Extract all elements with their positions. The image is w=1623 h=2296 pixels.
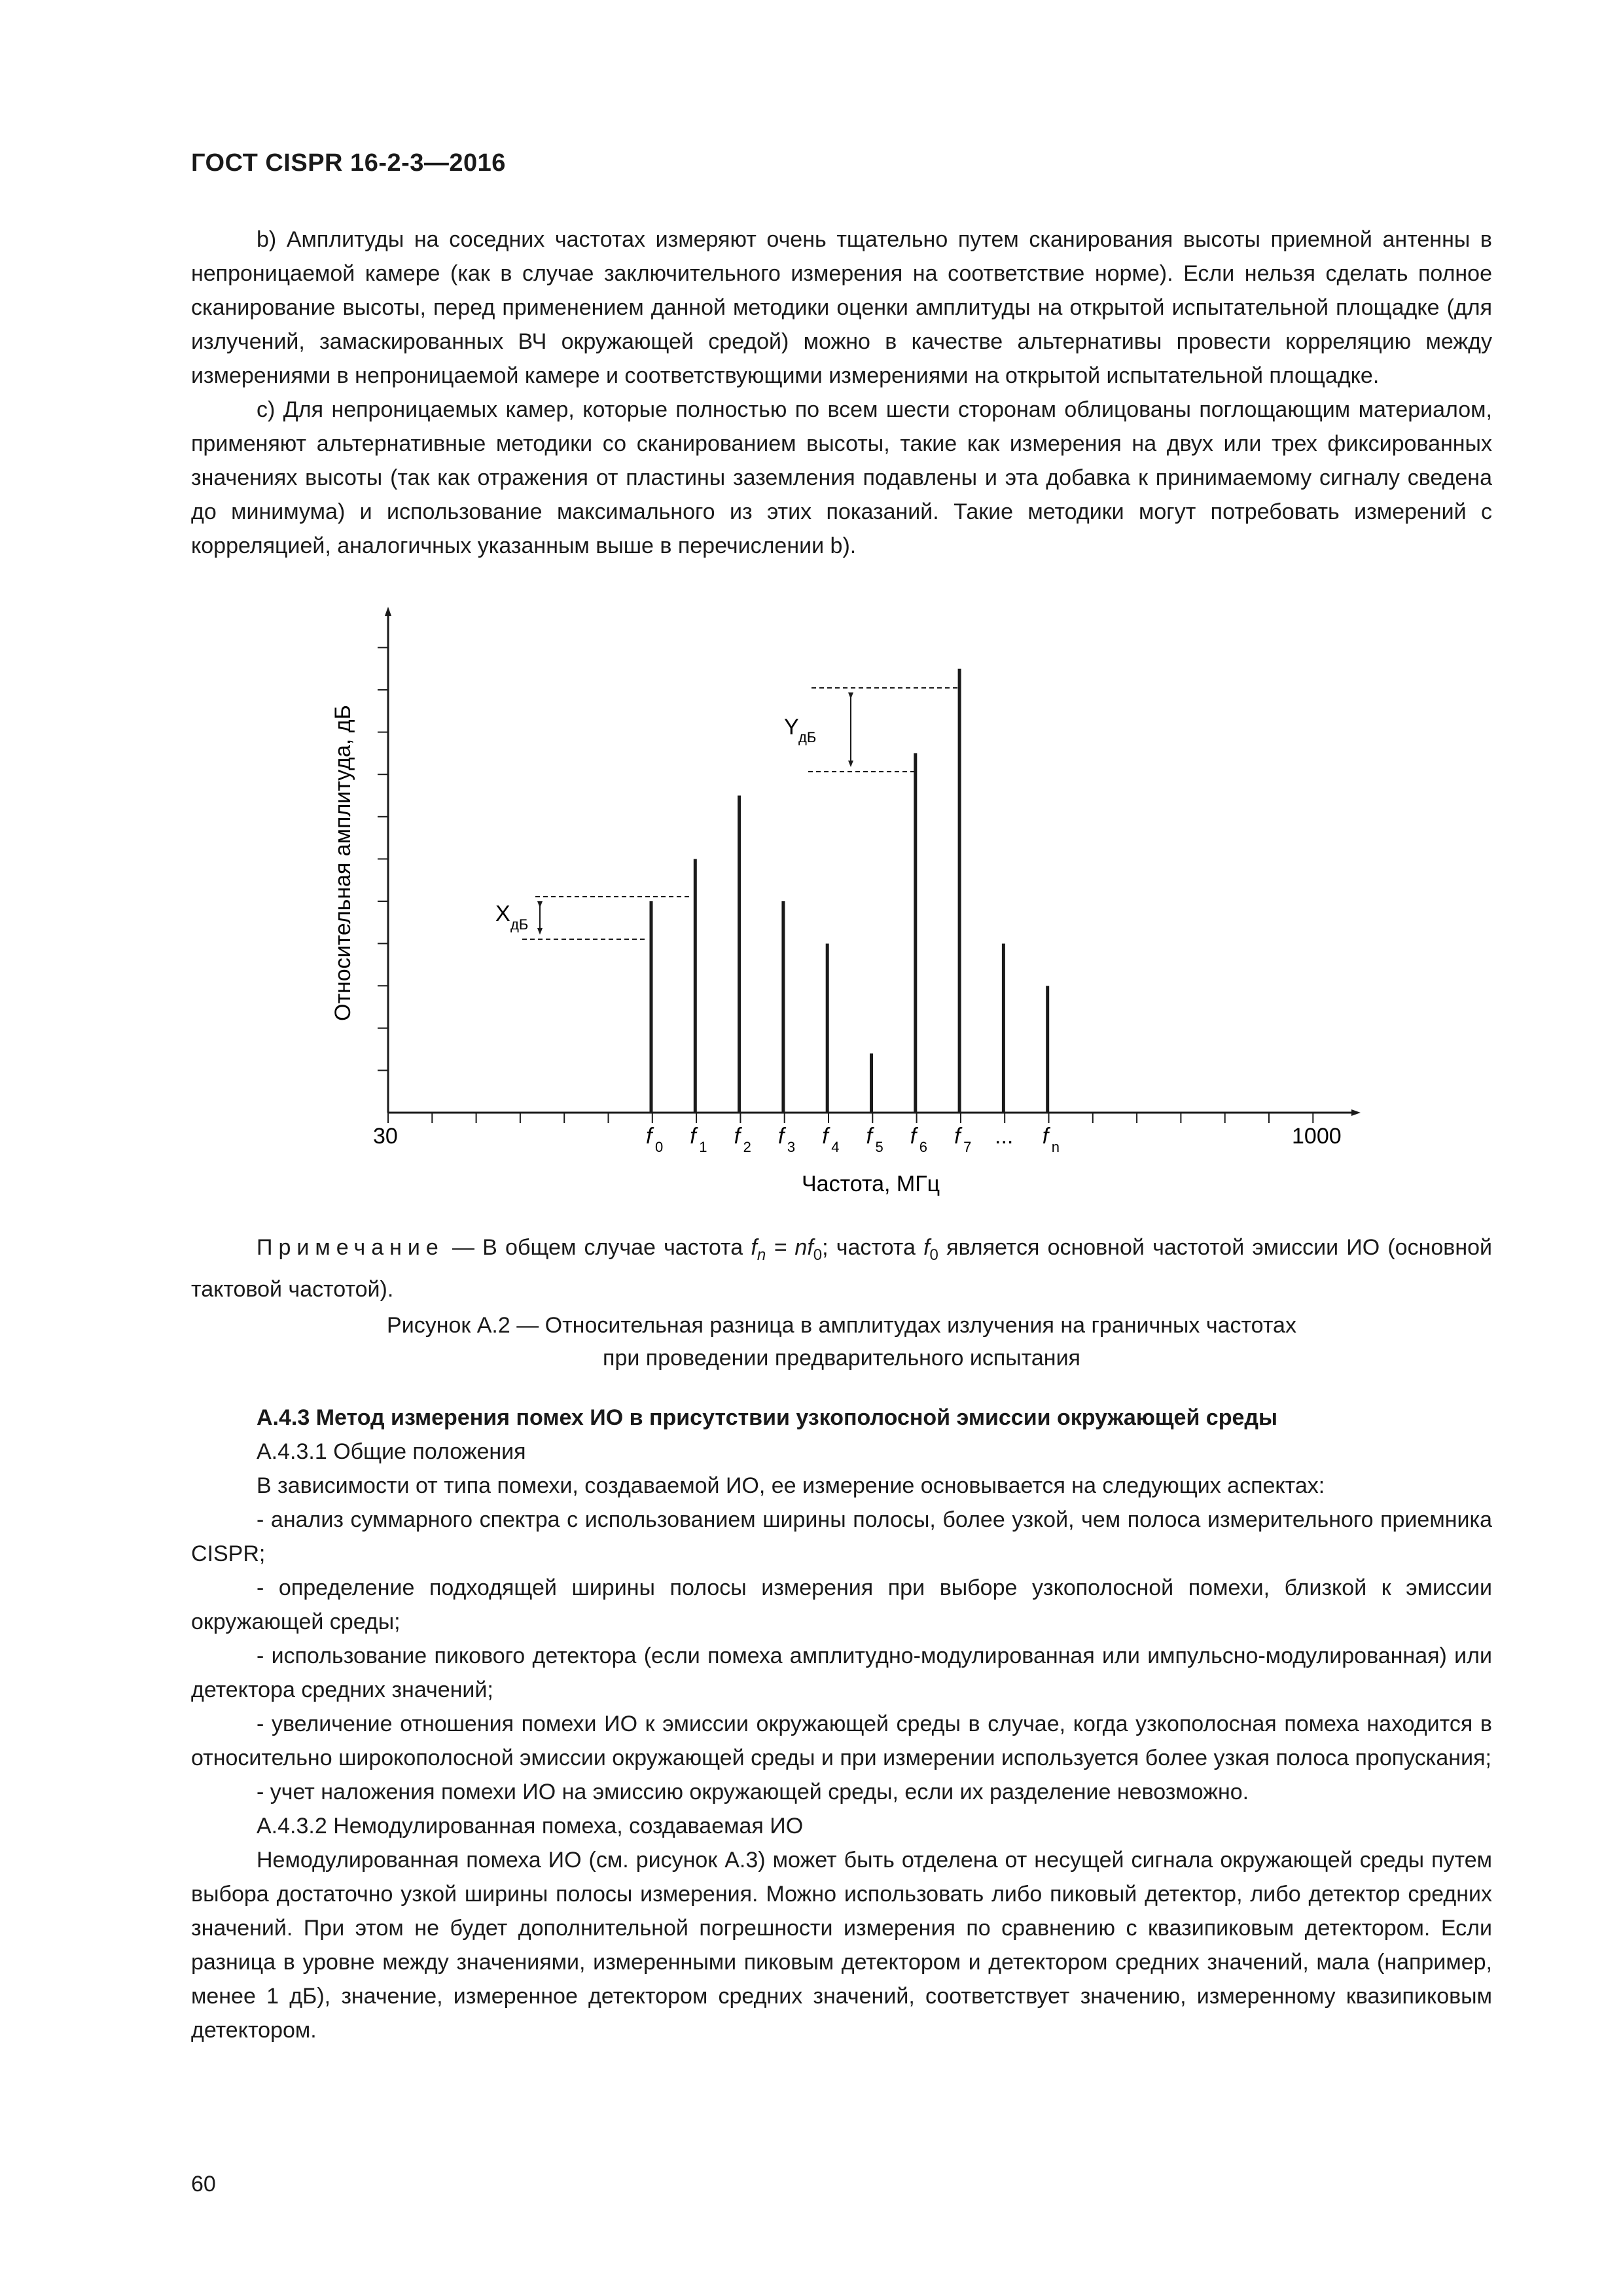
note-formula-rhs-sub: 0	[813, 1246, 823, 1264]
ellipsis-label: ...	[995, 1124, 1014, 1149]
caption-line-2: при проведении предварительного испытания	[603, 1346, 1080, 1371]
frequency-label: f	[822, 1124, 829, 1149]
note-formula-rhs: = nf	[766, 1235, 813, 1260]
frequency-label: f	[646, 1124, 652, 1149]
frequency-label-subscript: 5	[875, 1139, 883, 1155]
frequency-label-subscript: n	[1051, 1139, 1060, 1155]
bullet-item: - увеличение отношения помехи ИО к эмиссии окружающей среды в случае, когда узкополосная помеха находится в относительно широкополосной эмиссии окружающей среды и при измерении используется более узкая полоса пропускания;	[191, 1712, 1492, 1770]
note-text-middle: ; частота	[822, 1235, 924, 1260]
frequency-label: f	[690, 1124, 696, 1149]
frequency-label-subscript: 6	[919, 1139, 928, 1155]
note-text-after: является основной частотой эмиссии ИО (основной тактовой частотой).	[191, 1235, 1493, 1302]
frequency-label-subscript: 3	[787, 1139, 796, 1155]
section-heading: А.4.3 Метод измерения помех ИО в присутствии узкополосной эмиссии окружающей среды	[257, 1405, 1277, 1430]
spectrum-diagram	[314, 602, 1387, 1230]
bullet-item: - учет наложения помехи ИО на эмиссию окружающей среды, если их разделение невозможно.	[257, 1780, 1249, 1804]
note-formula-lhs: f	[751, 1235, 757, 1260]
intro-text	[191, 223, 1492, 563]
paragraph-c: c) Для непроницаемых камер, которые полностью по всем шести сторонам облицованы поглощающим материалом, применяют альтернативные методики со сканированием высоты, такие как измерения на двух или трех фиксированных значениях высоты (так как отражения от пластины заземления подавлены и эта добавка к принимаемому сигналу сведена до минимума) и использование максимального из этих показаний. Такие методики могут потребовать измерений с корреляцией, аналогичных указанным выше в перечислении b).	[191, 397, 1492, 558]
subsection-2-title: А.4.3.2 Немодулированная помеха, создаваемая ИО	[257, 1814, 804, 1839]
bullet-item: - анализ суммарного спектра с использованием ширины полосы, более узкой, чем полоса измерительного приемника CISPR;	[191, 1507, 1492, 1566]
frequency-label: f	[734, 1124, 741, 1149]
frequency-label-subscript: 1	[699, 1139, 707, 1155]
y-db-subscript: дБ	[798, 729, 817, 745]
note-label: Примечание	[257, 1235, 444, 1260]
x-axis-ticks	[388, 1113, 1313, 1123]
bullet-item: - использование пикового детектора (если помеха амплитудно-модулированная или импульсно-модулированная) или детектора средних значений;	[191, 1643, 1492, 1702]
x-end-label: 1000	[1292, 1124, 1342, 1149]
bullet-item: - определение подходящей ширины полосы измерения при выборе узкополосной помехи, близкой к эмиссии окружающей среды;	[191, 1575, 1492, 1634]
note-formula-lhs-sub: n	[757, 1246, 766, 1264]
frequency-label-subscript: 0	[655, 1139, 664, 1155]
caption-line-1: Рисунок А.2 — Относительная разница в амплитудах излучения на граничных частотах	[387, 1313, 1296, 1338]
x-db-letter: X	[495, 901, 510, 926]
document-header: ГОСТ CISPR 16-2-3—2016	[191, 149, 506, 177]
x-db-annotation	[495, 897, 692, 939]
y-axis-label: Относительная амплитуда, дБ	[330, 705, 355, 1021]
figure-note	[191, 1230, 1492, 1306]
page-number: 60	[191, 2172, 216, 2197]
frequency-label: f	[1042, 1124, 1049, 1149]
figure-a2	[314, 602, 1387, 1230]
note-f0-sub: 0	[929, 1246, 938, 1264]
section-a43	[191, 1401, 1492, 2047]
x-axis-label: Частота, МГц	[802, 1172, 940, 1196]
frequency-label-subscript: 4	[831, 1139, 840, 1155]
frequency-label: f	[866, 1124, 872, 1149]
section-paragraph-2: Немодулированная помеха ИО (см. рисунок А.3) может быть отделена от несущей сигнала окружающей среды путем выбора достаточно узкой ширины полосы измерения. Можно использовать либо пиковый детектор, либо детектор средних значений. При этом не будет дополнительной погрешности измерения по сравнению с квазипиковым детектором. Если разница в уровне между значениями, измеренными пиковым детектором и детектором средних значений, мала (например, менее 1 дБ), значение, измеренное детектором средних значений, соответствует значению, измеренному квазипиковым детектором.	[191, 1848, 1492, 2043]
y-db-letter: Y	[784, 715, 799, 740]
figure-caption	[191, 1309, 1492, 1374]
frequency-label: f	[954, 1124, 961, 1149]
x-db-subscript: дБ	[510, 916, 529, 933]
note-f0: f	[923, 1235, 930, 1260]
frequency-label-subscript: 7	[963, 1139, 972, 1155]
subsection-1-title: А.4.3.1 Общие положения	[257, 1439, 526, 1464]
frequency-label: f	[777, 1124, 785, 1149]
paragraph-b: b) Амплитуды на соседних частотах измеряют очень тщательно путем сканирования высоты приемной антенны в непроницаемой камере (как в случае заключительного измерения на соответствие норме). Если нельзя сделать полное сканирование высоты, перед применением данной методики оценки амплитуды на открытой испытательной площадке (для излучений, замаскированных ВЧ окружающей средой) можно в качестве альтернативы провести корреляцию между измерениями в непроницаемой камере и соответствующими измерениями на открытой испытательной площадке.	[191, 227, 1492, 388]
x-start-label: 30	[373, 1124, 398, 1149]
y-axis-ticks	[378, 647, 388, 1070]
y-db-annotation	[784, 688, 960, 772]
note-text-before: — В общем случае частота	[444, 1235, 751, 1260]
frequency-label-subscript: 2	[743, 1139, 751, 1155]
spectral-lines	[651, 669, 1048, 1113]
frequency-label: f	[910, 1124, 917, 1149]
section-paragraph-1: В зависимости от типа помехи, создаваемой ИО, ее измерение основывается на следующих аспектах:	[257, 1473, 1325, 1498]
